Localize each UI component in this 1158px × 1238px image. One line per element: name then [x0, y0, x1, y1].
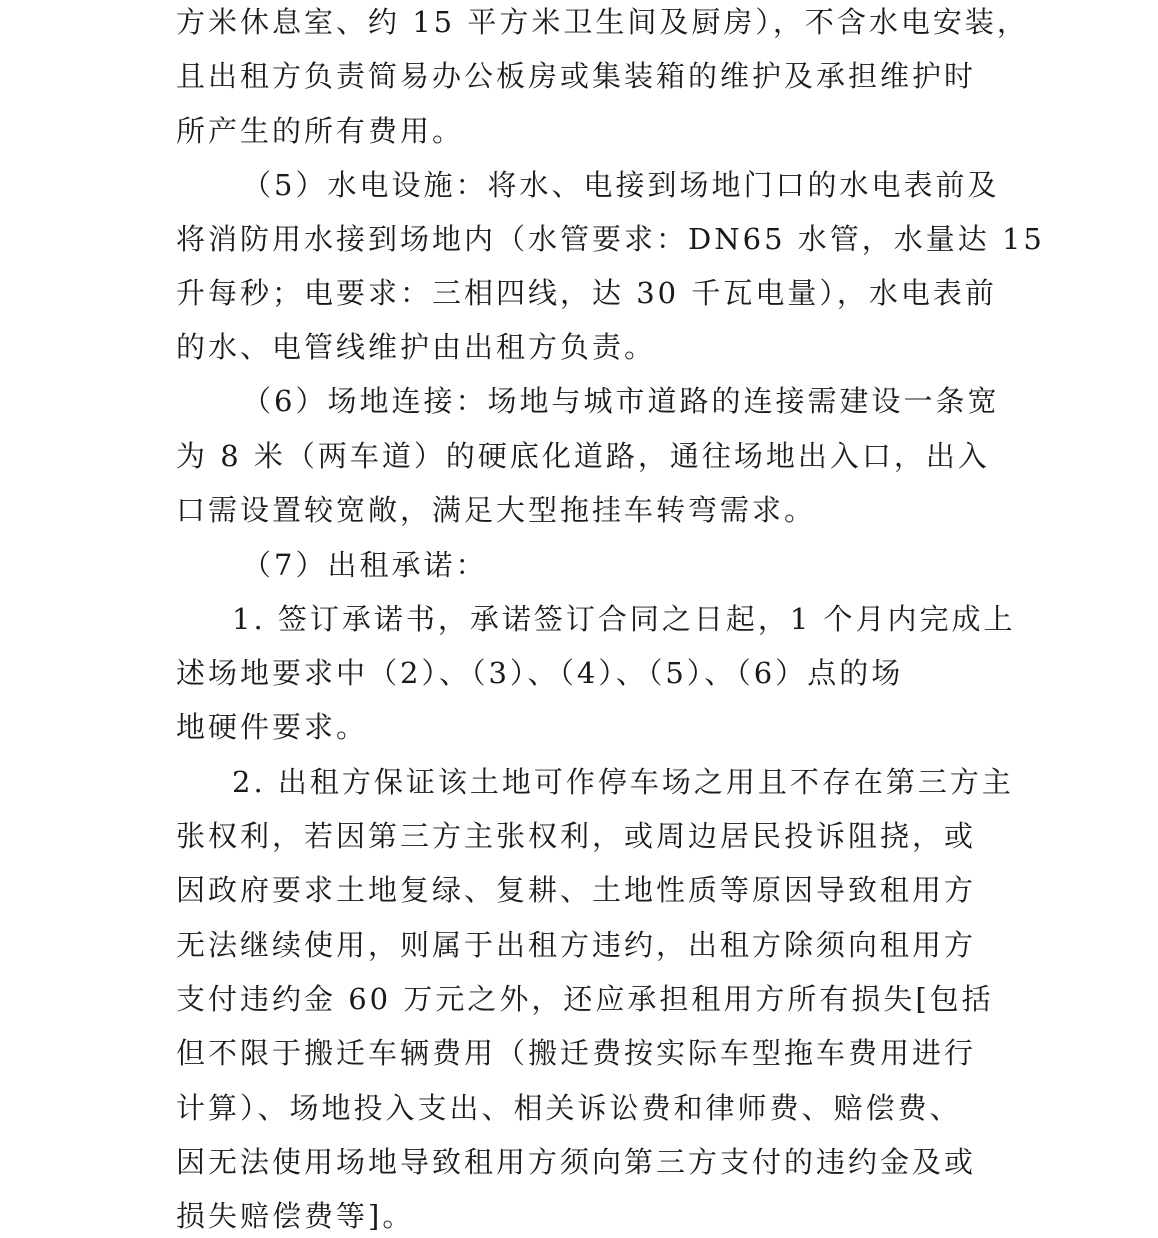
paragraph-line: 因政府要求土地复绿、复耕、土地性质等原因导致租用方 [176, 873, 977, 907]
paragraph-line: （5）水电设施：将水、电接到场地门口的水电表前及 [242, 168, 1000, 202]
paragraph-line: 无法继续使用，则属于出租方违约，出租方除须向租用方 [176, 928, 977, 962]
paragraph-line: 所产生的所有费用。 [176, 114, 465, 148]
paragraph-line: 计算）、场地投入支出、相关诉讼费和律师费、赔偿费、 [176, 1091, 962, 1125]
paragraph-line: 口需设置较宽敞，满足大型拖挂车转弯需求。 [176, 493, 817, 527]
paragraph-line: （7）出租承诺： [242, 548, 488, 582]
paragraph-line: 的水、电管线维护由出租方负责。 [176, 330, 657, 364]
paragraph-line: 支付违约金 60 万元之外，还应承担租用方所有损失[包括 [176, 982, 994, 1016]
paragraph-line: 2. 出租方保证该土地可作停车场之用且不存在第三方主 [232, 765, 1014, 799]
paragraph-line: 因无法使用场地导致租用方须向第三方支付的违约金及或 [176, 1145, 977, 1179]
paragraph-line: 地硬件要求。 [176, 710, 369, 744]
paragraph-line: 1. 签订承诺书，承诺签订合同之日起，1 个月内完成上 [232, 602, 1016, 636]
paragraph-line: 损失赔偿费等]。 [176, 1199, 415, 1233]
paragraph-line: 升每秒；电要求：三相四线，达 30 千瓦电量），水电表前 [176, 276, 997, 310]
paragraph-line: （6）场地连接：场地与城市道路的连接需建设一条宽 [242, 384, 1000, 418]
paragraph-line: 但不限于搬迁车辆费用（搬迁费按实际车型拖车费用进行 [176, 1036, 977, 1070]
paragraph-line: 方米休息室、约 15 平方米卫生间及厨房），不含水电安装， [176, 5, 1029, 39]
paragraph-line: 张权利，若因第三方主张权利，或周边居民投诉阻挠，或 [176, 819, 977, 853]
paragraph-line: 为 8 米（两车道）的硬底化道路，通往场地出入口，出入 [176, 439, 990, 473]
paragraph-line: 将消防用水接到场地内（水管要求：DN65 水管，水量达 15 [176, 222, 1045, 256]
paragraph-line: 且出租方负责简易办公板房或集装箱的维护及承担维护时 [176, 59, 977, 93]
paragraph-line: 述场地要求中（2）、（3）、（4）、（5）、（6）点的场 [176, 656, 904, 690]
